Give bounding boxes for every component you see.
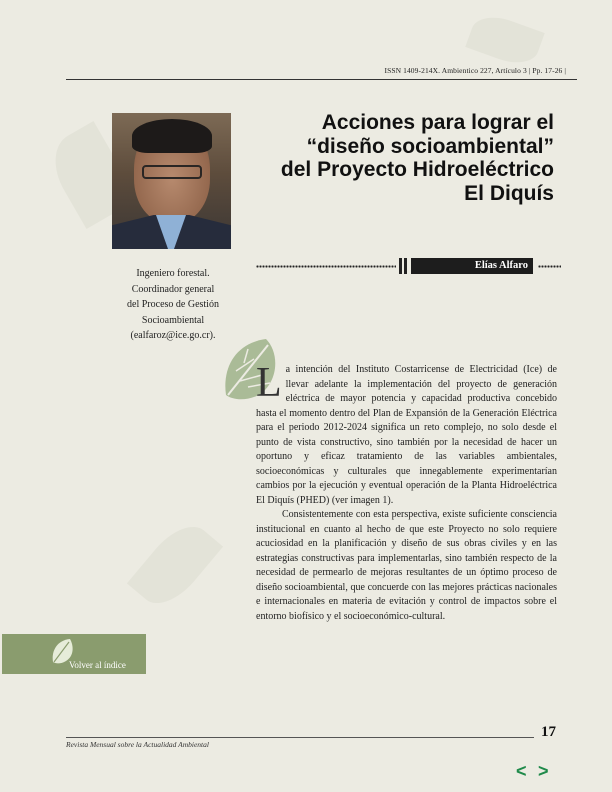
bio-line: del Proceso de Gestión xyxy=(127,299,219,310)
author-name: Elías Alfaro xyxy=(411,258,533,274)
paragraph: Consistentemente con esta perspectiva, existe suficiente consciencia institucional en cuanto al hecho de que este Proyecto no solo requiere acuciosidad en la planificación y diseño de sus obras civiles y en las estrategias constructivas para implementarlas, sino también respecto de la necesidad de permearlo de mejoras resultantes de un óptimo proceso de diseño socioambiental, que concuerde con las mejores prácticas nacionales e internacionales en materia de evitación y control de impactos sobre el entorno biofísico y el socioeconómico-cultural. xyxy=(256,509,557,622)
author-row xyxy=(256,257,561,275)
footer-rule xyxy=(66,737,534,738)
issn-header: ISSN 1409-214X. Ambientico 227, Artículo 3 | Pp. 17-26 | xyxy=(384,66,566,75)
paragraph-text: a intención del Instituto Costarricense de Electricidad (Ice) de llevar adelante la implementación del proyecto de generación eléctrica de mayor potencia y capacidad productiva concebido hasta el momento dentro del Plan de Expansión de la Generación Eléctrica para el periodo 2012-2024 significa un reto complejo, no solo desde el punto de vista constructivo, sino también por la necesidad de hacer un oportuno y eficaz tratamiento de las variables ambientales, socioeconómicas y culturales que innegablemente experimentarían cambios por la ejecución y eventual operación de la Planta Hidroeléctrica El Diquís (PHED) (ver imagen 1). xyxy=(256,364,557,506)
title-line: Acciones para lograr el xyxy=(321,111,554,134)
background-leaf-decoration xyxy=(465,9,544,71)
paragraph xyxy=(256,360,557,508)
title-line: del Proyecto Hidroeléctrico xyxy=(280,158,554,181)
title-line: “diseño socioambiental” xyxy=(306,134,554,158)
dotted-rule xyxy=(538,265,561,268)
back-to-index-label: Volver al índice xyxy=(69,660,126,670)
journal-name: Revista Mensual sobre la Actualidad Ambiental xyxy=(66,740,209,749)
author-bio xyxy=(107,266,239,344)
background-leaf-decoration xyxy=(127,514,223,615)
header-rule xyxy=(66,79,577,80)
previous-page-icon[interactable]: < xyxy=(516,761,527,781)
next-page-icon[interactable]: > xyxy=(538,761,549,781)
bio-line: Coordinador general xyxy=(131,283,215,295)
drop-cap: L xyxy=(256,360,282,406)
back-to-index-button[interactable] xyxy=(2,634,146,674)
divider-bar xyxy=(404,258,407,274)
bio-line: (ealfaroz@ice.go.cr). xyxy=(130,330,216,341)
author-photo xyxy=(112,113,231,249)
article-title xyxy=(224,111,554,205)
article-body xyxy=(256,360,557,624)
bio-line: Ingeniero forestal. xyxy=(136,268,210,279)
bio-line: Socioambiental xyxy=(141,314,205,326)
dotted-rule xyxy=(256,265,396,268)
title-line: El Diquís xyxy=(464,181,554,205)
divider-bar xyxy=(399,258,402,274)
page-number: 17 xyxy=(541,724,556,740)
